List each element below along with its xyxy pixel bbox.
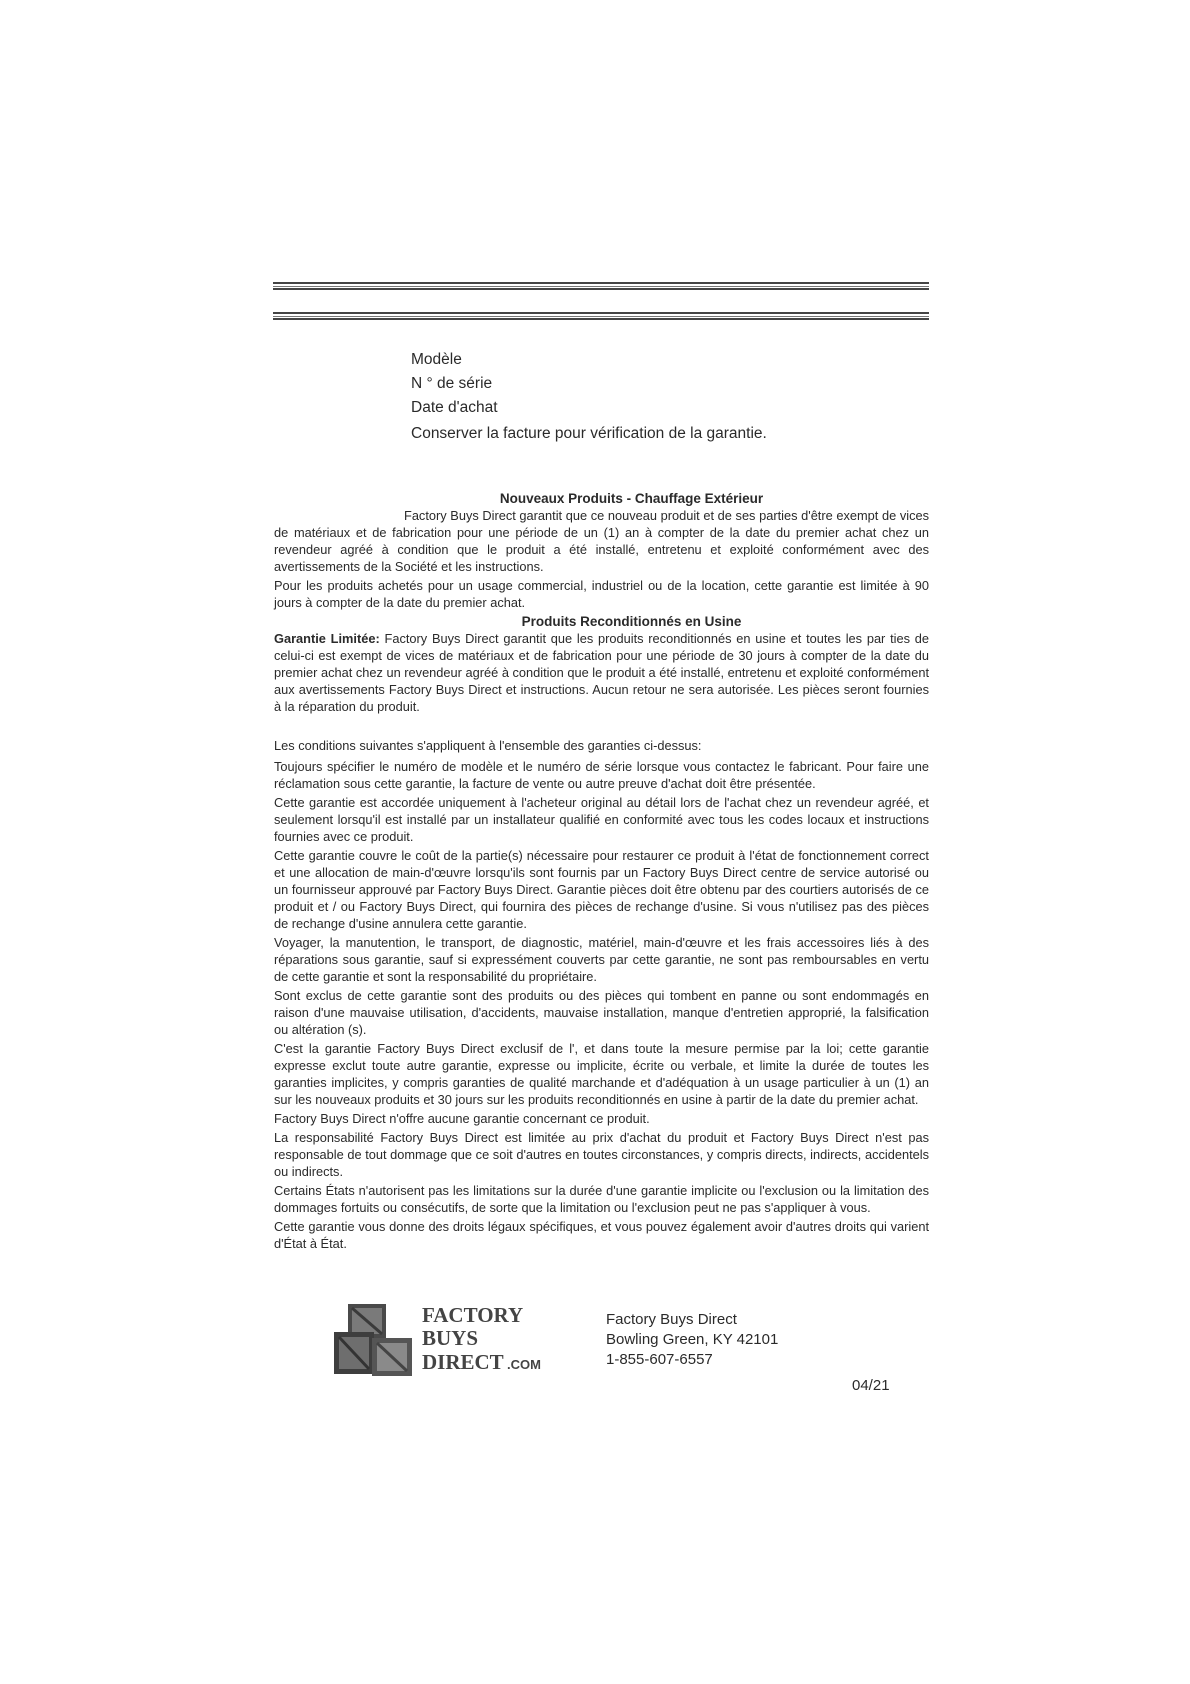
logo-suffix: .COM — [507, 1357, 541, 1372]
purchase-date-label: Date d'achat — [411, 399, 498, 416]
serial-label: N ° de série — [411, 375, 493, 392]
company-address — [606, 1310, 778, 1370]
record-fields — [411, 348, 498, 420]
condition-item: Toujours spécifier le numéro de modèle et le numéro de série lorsque vous contactez le fabricant. Pour faire une réclamation sous cette garantie, la facture de vente ou autre preuve d'achat doit être présentée. — [274, 759, 929, 791]
condition-item: Cette garantie est accordée uniquement à l'acheteur original au détail lors de l'achat chez un revendeur agréé, et seulement lorsqu'il est installé par un installateur qualifié en conformité avec tous les codes locaux et instructions fournies avec ce produit. — [274, 795, 929, 844]
warranty-sections — [274, 490, 929, 717]
new-products-paragraph: Factory Buys Direct garantit que ce nouveau produit et de ses parties d'être exempt de vices de matériaux et de fabrication pour une période de un (1) an à compter de la date du premier achat chez un revendeur agréé à condition que le produit a été installé, entretenu et exploité conformément avec des avertissements de la Société et les instructions. — [274, 508, 929, 574]
bottom-double-rule — [273, 312, 929, 320]
company-city: Bowling Green, KY 42101 — [606, 1331, 779, 1348]
crates-icon — [334, 1304, 412, 1376]
condition-item: Cette garantie couvre le coût de la partie(s) nécessaire pour restaurer ce produit à l'état de fonctionnement correct et une allocation de main-d'œuvre lorsqu'ils sont fournis par un Factory Buys Direct centre de service autorisé ou un fournisseur approuvé par Factory Buys Direct. Garantie pièces doit être obtenu par des courtiers autorisés de ce produit et / ou Factory Buys Direct, qui fournira des pièces de rechange d'usine. Si vous n'utilisez pas des pièces de rechange d'usine annulera cette garantie. — [274, 848, 929, 931]
factory-buys-direct-logo — [332, 1300, 572, 1378]
condition-item: Certains États n'autorisent pas les limitations sur la durée d'une garantie implicite ou l'exclusion ou la limitation des dommages fortuits ou consécutifs, de sorte que la limitation ou l'exclusion peut ne pas s'appliquer à vous. — [274, 1183, 929, 1215]
revision-date: 04/21 — [852, 1377, 890, 1394]
condition-item: Sont exclus de cette garantie sont des produits ou des pièces qui tombent en panne ou sont endommagés en raison d'une mauvaise utilisation, d'accidents, mauvaise installation, manque d'entretien approprié, la falsification ou altération (s). — [274, 988, 929, 1037]
new-products-heading: Nouveaux Produits - Chauffage Extérieur — [499, 491, 764, 506]
keep-invoice-note: Conserver la facture pour vérification de la garantie. — [411, 425, 767, 442]
refurbished-text: Factory Buys Direct garantit que les produits reconditionnés en usine et toutes les par ties de celui-ci est exempt de vices de matériaux et de fabrication pour une période de 30 jours à compter de la date du premier achat chez un revendeur agréé à condition que le produit a été installé, entretenu et exploité conformément aux avertissements Factory Buys Direct et instructions. Aucun retour ne sera autorisée. Les pièces seront fournies à la réparation du produit. — [274, 631, 929, 714]
refurbished-heading: Produits Reconditionnés en Usine — [521, 614, 742, 629]
company-name: Factory Buys Direct — [606, 1311, 737, 1328]
condition-item: Cette garantie vous donne des droits légaux spécifiques, et vous pouvez également avoir d'autres droits qui varient d'État à État. — [274, 1219, 929, 1251]
conditions-intro: Les conditions suivantes s'appliquent à l'ensemble des garanties ci-dessus: — [274, 738, 702, 753]
logo-line-direct: DIRECT — [422, 1350, 504, 1374]
condition-item: Voyager, la manutention, le transport, de diagnostic, matériel, main-d'œuvre et les frais accessoires liés à des réparations sous garantie, sauf si expressément couverts par cette garantie, ne sont pas remboursables en vertu de cette garantie et sont la responsabilité du propriétaire. — [274, 935, 929, 984]
company-phone: 1-855-607-6557 — [606, 1351, 713, 1368]
conditions-section — [274, 737, 929, 1254]
logo-line-factory: FACTORY — [422, 1303, 524, 1327]
condition-item: Factory Buys Direct n'offre aucune garantie concernant ce produit. — [274, 1111, 650, 1126]
condition-item: C'est la garantie Factory Buys Direct exclusif de l', et dans toute la mesure permise par la loi; cette garantie expresse exclut toute autre garantie, expresse ou implicite, écrite ou verbale, et limite la durée de toutes les garanties implicites, y compris garanties de qualité marchande et d'adéquation à un usage particulier à un (1) an sur les nouveaux produits et 30 jours sur les produits reconditionnés en usine à partir de la date du premier achat. — [274, 1041, 929, 1107]
refurbished-paragraph — [274, 630, 929, 715]
logo-line-buys: BUYS — [422, 1326, 479, 1350]
top-double-rule — [273, 282, 929, 290]
condition-item: La responsabilité Factory Buys Direct est limitée au prix d'achat du produit et Factory Buys Direct n'est pas responsable de tout dommage que ce soit d'autres en toutes circonstances, y compris directs, indirects, accidentels ou indirects. — [274, 1130, 929, 1179]
commercial-use-paragraph: Pour les produits achetés pour un usage commercial, industriel ou de la location, cette garantie est limitée à 90 jours à compter de la date du premier achat. — [274, 578, 929, 610]
limited-warranty-label: Garantie Limitée: — [274, 631, 380, 646]
model-label: Modèle — [411, 351, 462, 368]
